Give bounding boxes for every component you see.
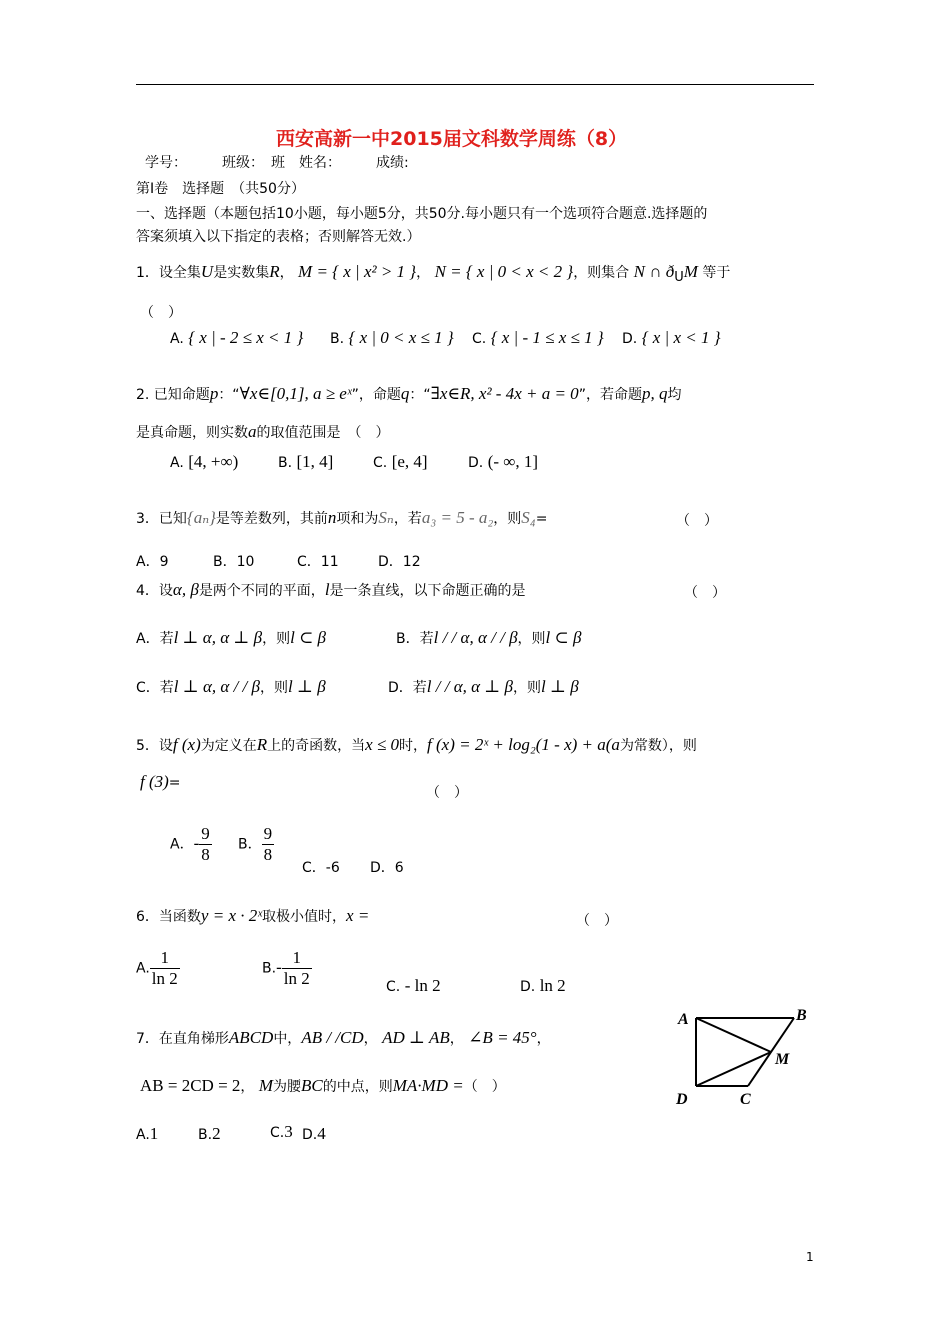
question-3-option-c[interactable]: C．11 [297, 554, 339, 570]
question-7-option-d[interactable]: D.4 [302, 1124, 326, 1143]
question-7-stem: 7．在直角梯形ABCD中，AB / /CD， AD ⊥ AB， ∠B = 45°， [136, 1028, 551, 1047]
question-3-paren: （ ） [676, 513, 718, 529]
vertex-label-d: D [676, 1091, 688, 1108]
question-6-stem: 6．当函数y = x · 2ˣ取极小值时，x = [136, 906, 370, 925]
question-6-option-a[interactable]: A. $\frac{1}{\ln 2}$ [136, 948, 178, 988]
page-title: 西安高新一中2015届文科数学周练（8） [276, 128, 628, 150]
question-1-paren: （ ） [140, 305, 182, 321]
question-6-option-d[interactable]: D. ln 2 [520, 976, 566, 995]
question-3-option-b[interactable]: B．10 [213, 554, 255, 570]
question-5-paren: （ ） [426, 785, 468, 801]
vertex-label-m: M [775, 1051, 790, 1068]
question-7-option-b[interactable]: B.2 [198, 1124, 221, 1143]
instruction-line-2: 答案须填入以下指定的表格；否则解答无效.） [136, 229, 421, 245]
question-2-option-a[interactable]: A. [4, +∞) [170, 452, 239, 471]
question-1-stem: 1．设全集U是实数集R， M = { x | x² > 1 }， N = { x | 0 < x < 2 }，则集合 N ∩ $ð_UM$ 等于 [136, 262, 731, 285]
question-7-option-c[interactable]: C.3 [270, 1122, 293, 1141]
question-2-stem: 2. 已知命题p：“∀x∈[0,1], a ≥ eˣ”，命题q：“∃x∈R, x² - 4x + a = 0”，若命题p, q均 [136, 384, 682, 403]
question-4-paren: （ ） [684, 585, 726, 601]
question-5-stem-line-2: f (3)= [140, 772, 181, 791]
question-1-option-b[interactable]: B. { x | 0 < x ≤ 1 } [330, 328, 454, 347]
question-6-paren: （ ） [576, 913, 618, 929]
question-4-option-c[interactable]: C．若l ⊥ α, α / / β，则l ⊥ β [136, 677, 326, 696]
question-6-option-b[interactable]: B.- $\frac{1}{\ln 2}$ [262, 948, 310, 988]
question-3-stem: 3．已知{aₙ}是等差数列，其前n项和为Sₙ，若a₃ = 5 - a₂，则S₄= [136, 508, 548, 527]
segment-am [696, 1018, 771, 1052]
section-heading: 第Ⅰ卷 选择题 （共50分） [136, 181, 305, 197]
question-5-stem: 5．设f (x)为定义在R上的奇函数，当x ≤ 0时，f (x) = 2ˣ + log₂(1 - x) + a(a为常数），则 [136, 735, 697, 754]
question-6-option-c[interactable]: C. - ln 2 [386, 976, 441, 995]
question-2-option-c[interactable]: C. [e, 4] [373, 452, 428, 471]
vertex-label-a: A [678, 1011, 689, 1028]
question-4-option-a[interactable]: A．若l ⊥ α, α ⊥ β，则l ⊂ β [136, 628, 327, 647]
question-7-stem-line-2: AB = 2CD = 2， M为腰BC的中点，则MA·MD =（ ） [140, 1076, 506, 1095]
question-5-option-b[interactable]: B． $\frac{9}{8}$ [238, 824, 273, 864]
trapezoid-figure [670, 1002, 820, 1112]
top-rule [136, 84, 814, 85]
page-number: 1 [806, 1250, 814, 1264]
question-4-option-b[interactable]: B．若l / / α, α / / β，则l ⊂ β [396, 628, 582, 647]
vertex-label-b: B [796, 1007, 807, 1024]
question-2-stem-line-2: 是真命题，则实数a的取值范围是 （ ） [136, 422, 390, 441]
question-5-option-a[interactable]: A．- $\frac{9}{8}$ [170, 824, 210, 864]
question-4-option-d[interactable]: D．若l / / α, α ⊥ β，则l ⊥ β [388, 677, 579, 696]
question-2-option-d[interactable]: D. (- ∞, 1] [468, 452, 539, 471]
question-3-option-d[interactable]: D．12 [378, 554, 421, 570]
question-5-option-d[interactable]: D．6 [370, 860, 404, 876]
student-info-line: 学号： 班级： 班 姓名： 成绩: [145, 155, 409, 171]
question-1-option-a[interactable]: A. { x | - 2 ≤ x < 1 } [170, 328, 304, 347]
question-3-option-a[interactable]: A．9 [136, 554, 169, 570]
question-5-option-c[interactable]: C．-6 [302, 860, 340, 876]
question-7-option-a[interactable]: A.1 [136, 1124, 159, 1143]
question-2-option-b[interactable]: B. [1, 4] [278, 452, 334, 471]
instruction-line-1: 一、选择题（本题包括10小题，每小题5分，共50分.每小题只有一个选项符合题意.选择题的 [136, 206, 708, 222]
question-1-option-c[interactable]: C. { x | - 1 ≤ x ≤ 1 } [472, 328, 604, 347]
vertex-label-c: C [740, 1091, 751, 1108]
question-4-stem: 4．设α, β是两个不同的平面，l是一条直线，以下命题正确的是 [136, 580, 526, 599]
question-1-option-d[interactable]: D. { x | x < 1 } [622, 328, 721, 347]
